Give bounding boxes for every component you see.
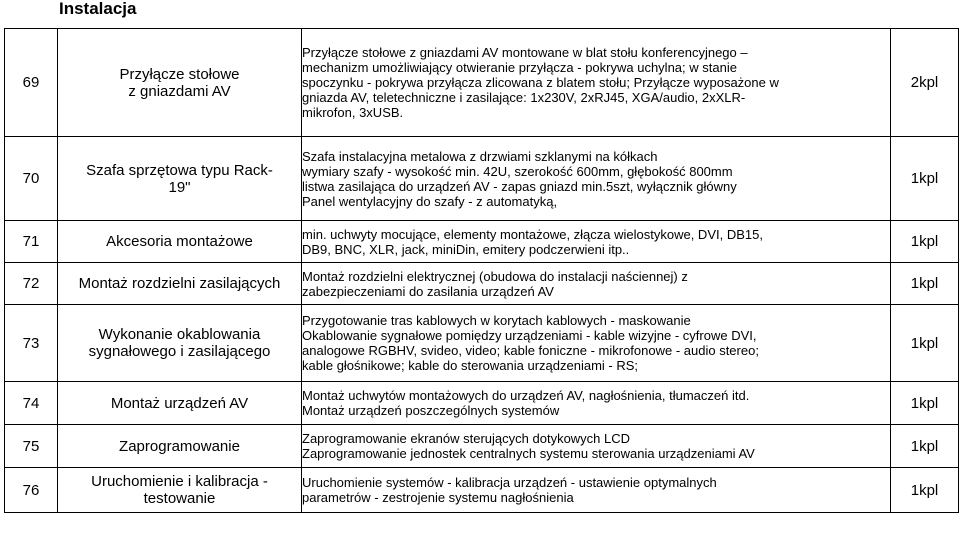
item-number: 69	[5, 29, 58, 137]
item-description-line: Panel wentylacyjny do szafy - z automatyką,	[302, 193, 558, 209]
item-description	[302, 425, 891, 468]
item-description-line: Montaż uchwytów montażowych do urządzeń AV, nagłośnienia, tłumaczeń itd.	[302, 388, 750, 403]
item-description-line: mikrofon, 3xUSB.	[302, 105, 404, 120]
item-name-line: Wykonanie okablowania	[98, 326, 261, 343]
item-name-line: Zaprogramowanie	[119, 437, 240, 455]
item-name	[58, 305, 302, 382]
item-name-line: Przyłącze stołowe	[119, 65, 240, 83]
item-description-line: Zaprogramowanie ekranów sterujących dotykowych LCD	[302, 431, 631, 446]
item-description-line: min. uchwyty mocujące, elementy montażowe, złącza wielostykowe, DVI, DB15,	[302, 226, 763, 242]
item-description-line: Montaż urządzeń poszczególnych systemów	[302, 403, 560, 418]
item-name-line: Montaż rozdzielni zasilających	[78, 275, 281, 292]
item-description-line: Okablowanie sygnałowe pomiędzy urządzeniami - kable wizyjne - cyfrowe DVI,	[302, 328, 757, 343]
item-description-line: mechanizm umożliwiający otwieranie przyłącza - pokrywa uchylna; w stanie	[302, 60, 737, 75]
item-quantity: 1kpl	[891, 221, 959, 263]
item-name-line: Szafa sprzętowa typu Rack-	[86, 161, 273, 179]
item-description	[302, 137, 891, 221]
item-name-line: Uruchomienie i kalibracja -	[91, 473, 268, 490]
item-number: 76	[5, 468, 58, 513]
item-name-line: Montaż urządzeń AV	[110, 394, 249, 412]
item-description-line: DB9, BNC, XLR, jack, miniDin, emitery podczerwieni itp..	[302, 241, 630, 257]
item-quantity: 2kpl	[891, 29, 959, 137]
table-row	[5, 305, 959, 382]
item-name	[58, 137, 302, 221]
installation-table	[4, 28, 959, 513]
item-number: 75	[5, 425, 58, 468]
item-description-line: parametrów - zestrojenie systemu nagłośnienia	[302, 490, 574, 505]
item-description-line: analogowe RGBHV, svideo, video; kable foniczne - mikrofonowe - audio stereo;	[302, 343, 759, 358]
item-description	[302, 221, 891, 263]
item-description-line: Przygotowanie tras kablowych w korytach kablowych - maskowanie	[302, 313, 691, 328]
item-quantity: 1kpl	[891, 305, 959, 382]
item-number: 70	[5, 137, 58, 221]
item-description-line: Montaż rozdzielni elektrycznej (obudowa do instalacji naściennej) z	[302, 268, 688, 284]
item-name	[58, 29, 302, 137]
item-description	[302, 468, 891, 513]
item-description-line: gniazda AV, teletechniczne i zasilające: 1x230V, 2xRJ45, XGA/audio, 2xXLR-	[302, 90, 746, 105]
item-description-line: Zaprogramowanie jednostek centralnych systemu sterowania urządzeniami AV	[302, 446, 755, 461]
item-name-line: z gniazdami AV	[128, 82, 231, 100]
item-name	[58, 468, 302, 513]
item-quantity: 1kpl	[891, 468, 959, 513]
item-quantity: 1kpl	[891, 382, 959, 425]
item-description-line: listwa zasilająca do urządzeń AV - zapas gniazd min.5szt, wyłącznik główny	[302, 178, 737, 194]
item-number: 71	[5, 221, 58, 263]
table-row	[5, 425, 959, 468]
table-row	[5, 263, 959, 305]
item-description-line: Przyłącze stołowe z gniazdami AV montowane w blat stołu konferencyjnego –	[302, 45, 748, 60]
table-row	[5, 137, 959, 221]
table-row	[5, 382, 959, 425]
item-name	[58, 425, 302, 468]
item-description	[302, 305, 891, 382]
item-name-line: testowanie	[143, 490, 216, 507]
item-number: 74	[5, 382, 58, 425]
item-quantity: 1kpl	[891, 263, 959, 305]
item-name	[58, 263, 302, 305]
item-name	[58, 221, 302, 263]
item-description-line: Uruchomienie systemów - kalibracja urządzeń - ustawienie optymalnych	[302, 475, 717, 490]
item-description	[302, 263, 891, 305]
item-quantity: 1kpl	[891, 137, 959, 221]
item-quantity: 1kpl	[891, 425, 959, 468]
table-row	[5, 468, 959, 513]
item-name-line: sygnałowego i zasilającego	[88, 343, 271, 360]
installation-table-body	[5, 29, 959, 513]
item-name-line: Akcesoria montażowe	[106, 233, 253, 250]
item-description-line: wymiary szafy - wysokość min. 42U, szerokość 600mm, głębokość 800mm	[302, 163, 733, 179]
item-number: 72	[5, 263, 58, 305]
item-description-line: spoczynku - pokrywa przyłącza zlicowana z blatem stołu; Przyłącze wyposażone w	[302, 75, 779, 90]
item-number: 73	[5, 305, 58, 382]
item-name-line: 19"	[168, 178, 191, 196]
item-description-line: kable głośnikowe; kable do sterowania urządzeniami - RS;	[302, 358, 639, 373]
table-row	[5, 221, 959, 263]
item-description	[302, 29, 891, 137]
item-description-line: Szafa instalacyjna metalowa z drzwiami szklanymi na kółkach	[302, 148, 658, 164]
item-description-line: zabezpieczeniami do zasilania urządzeń AV	[302, 283, 554, 299]
item-name	[58, 382, 302, 425]
section-title: Instalacja	[59, 0, 137, 18]
table-row	[5, 29, 959, 137]
item-description	[302, 382, 891, 425]
